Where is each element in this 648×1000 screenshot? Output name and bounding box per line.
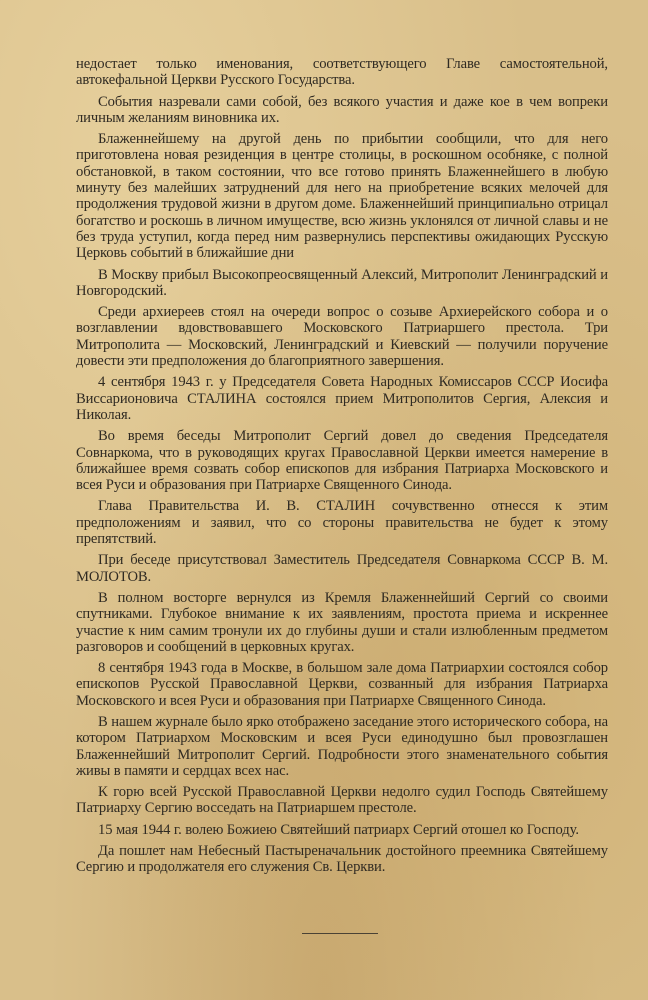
paragraph-residence: Блаженнейшему на другой день по прибытии сообщили, что для него приготовлена новая резиденция в центре столицы, в роскошном особняке, с полной обстановкой, в таком состоянии, что все готово принять Блаженнейшего в любую минуту без малейших затруднений для него на приобретение всяких мелочей для продолжения трудовой жизни в другом доме. Блаженнейший принципиально отрицал богатство и роскошь в личном имуществе, всю жизнь уклонялся от личной славы и не без труда уступил, когда перед ним развернулись перспективы ожидающих Русскую Церковь событий в ближайшие дни [76, 131, 608, 262]
text-column [76, 56, 608, 881]
paragraph-sobor-held: 8 сентября 1943 года в Москве, в большом зале дома Патриархии состоялся собор епископов Русской Православной Церкви, созванный для избрания Патриарха Московского и всея Руси и образования при Патриархе Священного Синода. [76, 660, 608, 709]
paragraph-events: События назревали сами собой, без всякого участия и даже кое в чем вопреки личным желаниям виновника их. [76, 93, 608, 126]
paragraph-reception: 4 сентября 1943 г. у Председателя Совета Народных Комиссаров СССР Иосифа Виссарионовича СТАЛИНА состоялся прием Митрополитов Сергия, Алексия и Николая. [76, 374, 608, 423]
paragraph-molotov: При беседе присутствовал Заместитель Председателя Совнаркома СССР В. М. МОЛОТОВ. [76, 552, 608, 585]
paragraph-conversation: Во время беседы Митрополит Сергий довел до сведения Председателя Совнаркома, что в руководящих кругах Православной Церкви имеется намерение в ближайшее время созвать собор епископов для избрания Патриарха Московского и всея Руси и образования при Патриархе Священного Синода. [76, 428, 608, 494]
paragraph-prayer: Да пошлет нам Небесный Пастыреначальник достойного преемника Святейшему Сергию и продолжателя его служения Св. Церкви. [76, 843, 608, 876]
paragraph-sobor-question: Среди архиереев стоял на очереди вопрос о созыве Архиерейского собора и о возглавлении вдовствовавшего Московского Патриаршего престола. Три Митрополита — Московский, Ленинградский и Киевский — получили поручение довести эти предположения до благоприятного завершения. [76, 304, 608, 370]
paragraph-government-response: Глава Правительства И. В. СТАЛИН сочувственно отнесся к этим предположениям и заявил, что со стороны правительства не будет к этому препятствий. [76, 498, 608, 548]
paragraph-grief: К горю всей Русской Православной Церкви недолго судил Господь Святейшему Патриарху Сергию восседать на Патриаршем престоле. [76, 784, 608, 817]
section-divider [302, 933, 378, 934]
paragraph-journal: В нашем журнале было ярко отображено заседание этого исторического собора, на котором Патриархом Московским и всея Руси единодушно был провозглашен Блаженнейший Митрополит Сергий. Подробности этого знаменательного события живы в памяти и сердцах всех нас. [76, 713, 608, 779]
paragraph-alexiy-arrival: В Москву прибыл Высокопреосвященный Алексий, Митрополит Ленинградский и Новгородский. [76, 266, 608, 299]
paragraph-return-kremlin: В полном восторге вернулся из Кремля Блаженнейший Сергий со своими спутниками. Глубокое внимание к их заявлениям, простота приема и искреннее участие к ним самим тронули их до глубины души и стали излюбленным предметом разговоров и сообщений в церковных кругах. [76, 589, 608, 655]
paragraph-death: 15 мая 1944 г. волею Божиею Святейший патриарх Сергий отошел ко Господу. [98, 821, 579, 838]
paragraph-continuation: недостает только именования, соответствующего Главе самостоятельной, автокефальной Церкви Русского Государства. [76, 56, 608, 89]
